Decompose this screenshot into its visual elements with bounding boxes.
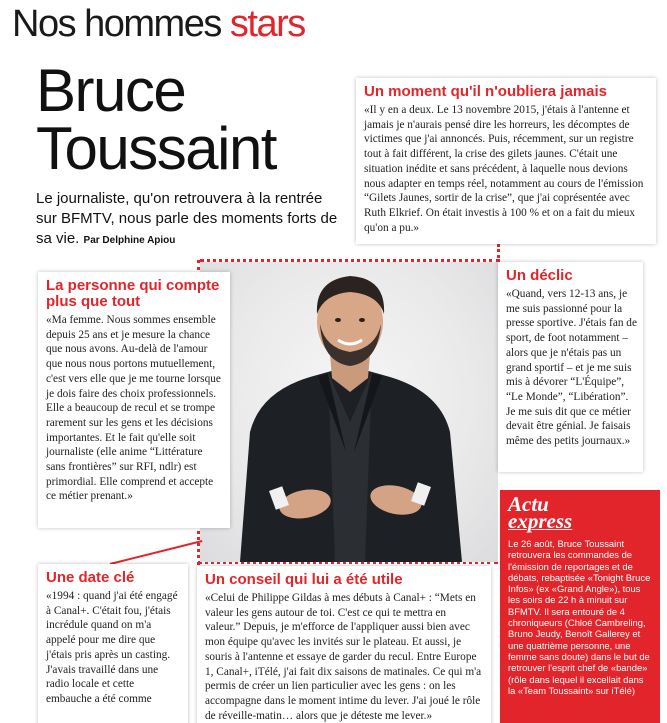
box-useful-advice-title: Un conseil qui lui a été utile [205,571,403,588]
news-express-box [500,490,660,723]
portrait-illustration [200,262,498,562]
box-trigger [498,262,643,472]
box-unforgettable-moment-title: Un moment qu'il n'oubliera jamais [364,83,608,100]
news-express-title-line1: Actu [508,492,549,516]
portrait-photo [200,262,498,562]
article-title-last: Toussaint [36,115,276,182]
section-header-accent: stars [229,3,305,45]
intro-text: Le journaliste, qu'on retrouvera à la rentrée sur BFMTV, nous parle des moments forts de sa vie. [36,190,338,247]
news-express-title-line2: express [508,509,573,533]
frame-dotted-right [497,244,500,264]
box-trigger-title: Un déclic [506,267,573,284]
news-express-text: Le 26 août, Bruce Toussaint retrouvera les commandes de l'émission de reportages et de débats, rebaptisée «Tonight Bruce Infos» (ex «Grand Angle»), tous les soirs de 22 h à minuit sur BFMTV. Il sera entouré de 4 chroniqueurs (Chloé Cambreling, Bruno Jeudy, Benoît Gallerey et une quatrième personne, une femme sans doute) dans le but de retrouver l'esprit chef de «bande» (rôle dans lequel il excellait dans la «Team Toussaint» sur iTélé) [508,538,651,696]
byline: Par Delphine Apiou [83,235,176,246]
box-useful-advice [197,566,491,723]
article-intro [36,189,346,251]
box-key-date [38,564,188,723]
box-unforgettable-moment-text: «Il y en a deux. Le 13 novembre 2015, j'étais à l'antenne et jamais je n'aurais pensé dire les horreurs, les décomptes de victimes que j'ai annoncés. Puis, récemment, sur un registre tout à fait différent, la crise des gilets jaunes. C'était une situation inédite et sans précédent, à laquelle nous devions nous adapter en temps réel, notamment au cours de l'émission “Gilets Jaunes, sortir de la crise”, que j'ai coprésentée avec Ruth Elkrief. On était investis à 100 % et on a fait du mieux qu'on a pu.» [364,104,644,234]
article-title [36,57,276,182]
box-key-date-text: «1994 : quand j'ai été engagé à Canal+. C'était fou, j'étais incrédule quand on m'a appelé pour me dire que j'étais pris après un casting. J'avais travaillé dans une radio locale et cette embauche a été comme [46,590,178,705]
box-useful-advice-text: «Celui de Philippe Gildas à mes débuts à Canal+ : “Mets en valeur les gens autour de toi. C'est ce qui te mettra en valeur.” Depuis, je m'efforce de l'appliquer aussi bien avec mon équipe qu'avec les invités sur le plateau. Et aussi, je souris à l'antenne et essaye de garder du recul. Entre Europe 1, Canal+, iTélé, j'ai fait dix saisons de matinales. Ce qui m'a permis de créer un lien particulier avec les gens : on les accompagne dans le moment intime du lever. J'ai joué le rôle de réveille-matin… alors que je déteste me lever.» [205,592,482,722]
news-express-title [508,492,652,533]
connector-line-date [110,540,203,565]
box-trigger-text: «Quand, vers 12-13 ans, je me suis passionné pour la presse sportive. J'étais fan de sport, de foot notamment – alors que je n'étais pas un grand sportif – et je me suis mis à dévorer “L'Équipe”, “Le Monde”, “Libération”. Je me suis dit que ce métier devait être génial. Je faisais même des petits journaux.» [506,288,637,448]
section-header-main: Nos hommes [12,3,221,45]
box-unforgettable-moment [356,78,656,244]
section-header [12,2,305,46]
box-important-person-title: La personne qui compte plus que tout [46,277,220,310]
box-important-person [38,272,230,528]
article-title-first: Bruce [36,57,186,124]
box-key-date-title: Une date clé [46,569,135,586]
box-important-person-text: «Ma femme. Nous sommes ensemble depuis 25 ans et je mesure la chance que nous avons. Au-delà de l'amour que nous nous portons mutuellement, c'est vers elle que je me tourne lorsque je dois faire des choix professionnels. Elle a beaucoup de recul et se trompe rarement sur les gens et les décisions importantes. Et le fait qu'elle soit journaliste (elle anime “Littérature sans frontières” sur RFI, ndlr) est primordial. Elle comprend et accepte ce métier prenant.» [46,314,221,503]
